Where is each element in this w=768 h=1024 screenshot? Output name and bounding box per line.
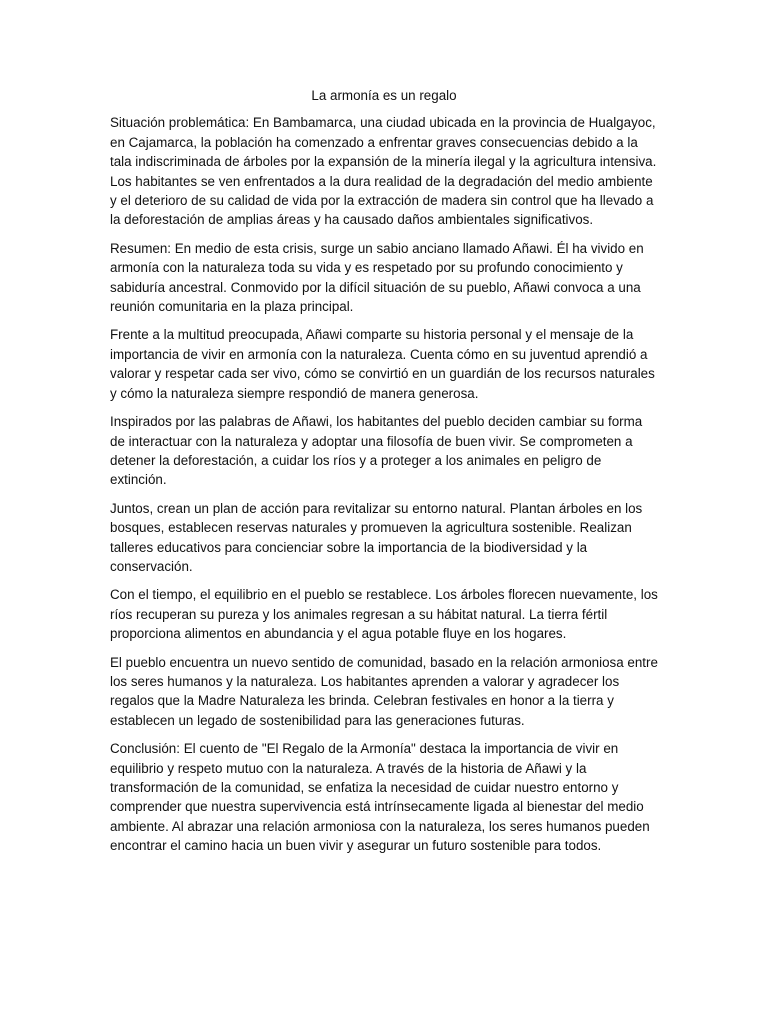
paragraph-conclusion: Conclusión: El cuento de "El Regalo de la Armonía" destaca la importancia de vivir en equilibrio y respeto mutuo con la naturaleza. A través de la historia de Añawi y la transformación de la comunidad, se enfatiza la necesidad de cuidar nuestro entorno y comprender que nuestra supervivencia está intrínsecamente ligada al bienestar del medio ambiente. Al abrazar una relación armoniosa con la naturaleza, los seres humanos pueden encontrar el camino hacia un buen vivir y asegurar un futuro sostenible para todos. (110, 741, 650, 854)
paragraph-comunidad: El pueblo encuentra un nuevo sentido de comunidad, basado en la relación armoniosa entre los seres humanos y la naturaleza. Los habitantes aprenden a valorar y agradecer los regalos que la Madre Naturaleza les brinda. Celebran festivales en honor a la tierra y establecen un legado de sostenibilidad para las generaciones futuras. (110, 654, 658, 728)
paragraph-inspirados: Inspirados por las palabras de Añawi, los habitantes del pueblo deciden cambiar su forma de interactuar con la naturaleza y adoptar una filosofía de buen vivir. Se comprometen a detener la deforestación, a cuidar los ríos y a proteger a los animales en peligro de extinción. (110, 414, 643, 488)
paragraph-resumen: Resumen: En medio de esta crisis, surge un sabio anciano llamado Añawi. Él ha vivido en armonía con la naturaleza toda su vida y es respetado por su profundo conocimiento y sabiduría ancestral. Conmovido por la difícil situación de su pueblo, Añawi convoca a una reunión comunitaria en la plaza principal. (110, 240, 644, 315)
paragraph-plan-accion: Juntos, crean un plan de acción para revitalizar su entorno natural. Plantan árboles en los bosques, establecen reservas naturales y promueven la agricultura sostenible. Realizan talleres educativos para concienciar sobre la importancia de la biodiversidad y la conservación. (110, 500, 643, 574)
paragraph-historia: Frente a la multitud preocupada, Añawi comparte su historia personal y el mensaje de la importancia de vivir en armonía con la naturaleza. Cuenta cómo en su juventud aprendió a valorar y respetar cada ser vivo, cómo se convirtió en un guardián de los recursos naturales y cómo la naturaleza siempre respondió de manera generosa. (110, 327, 655, 401)
paragraph-equilibrio: Con el tiempo, el equilibrio en el pueblo se restablece. Los árboles florecen nuevamente, los ríos recuperan su pureza y los animales regresan a su hábitat natural. La tierra fértil proporciona alimentos en abundancia y el agua potable fluye en los hogares. (110, 587, 658, 642)
document-body (110, 86, 658, 865)
document-title: La armonía es un regalo (311, 88, 457, 103)
paragraph-situacion: Situación problemática: En Bambamarca, una ciudad ubicada en la provincia de Hualgayoc, en Cajamarca, la población ha comenzado a enfrentar graves consecuencias debido a la tala indiscriminada de árboles por la expansión de la minería ilegal y la agricultura intensiva. Los habitantes se ven enfrentados a la dura realidad de la degradación del medio ambiente y el deterioro de su calidad de vida por la extracción de madera sin control que ha llevado a la deforestación de amplias áreas y ha causado daños ambientales significativos. (110, 115, 657, 228)
